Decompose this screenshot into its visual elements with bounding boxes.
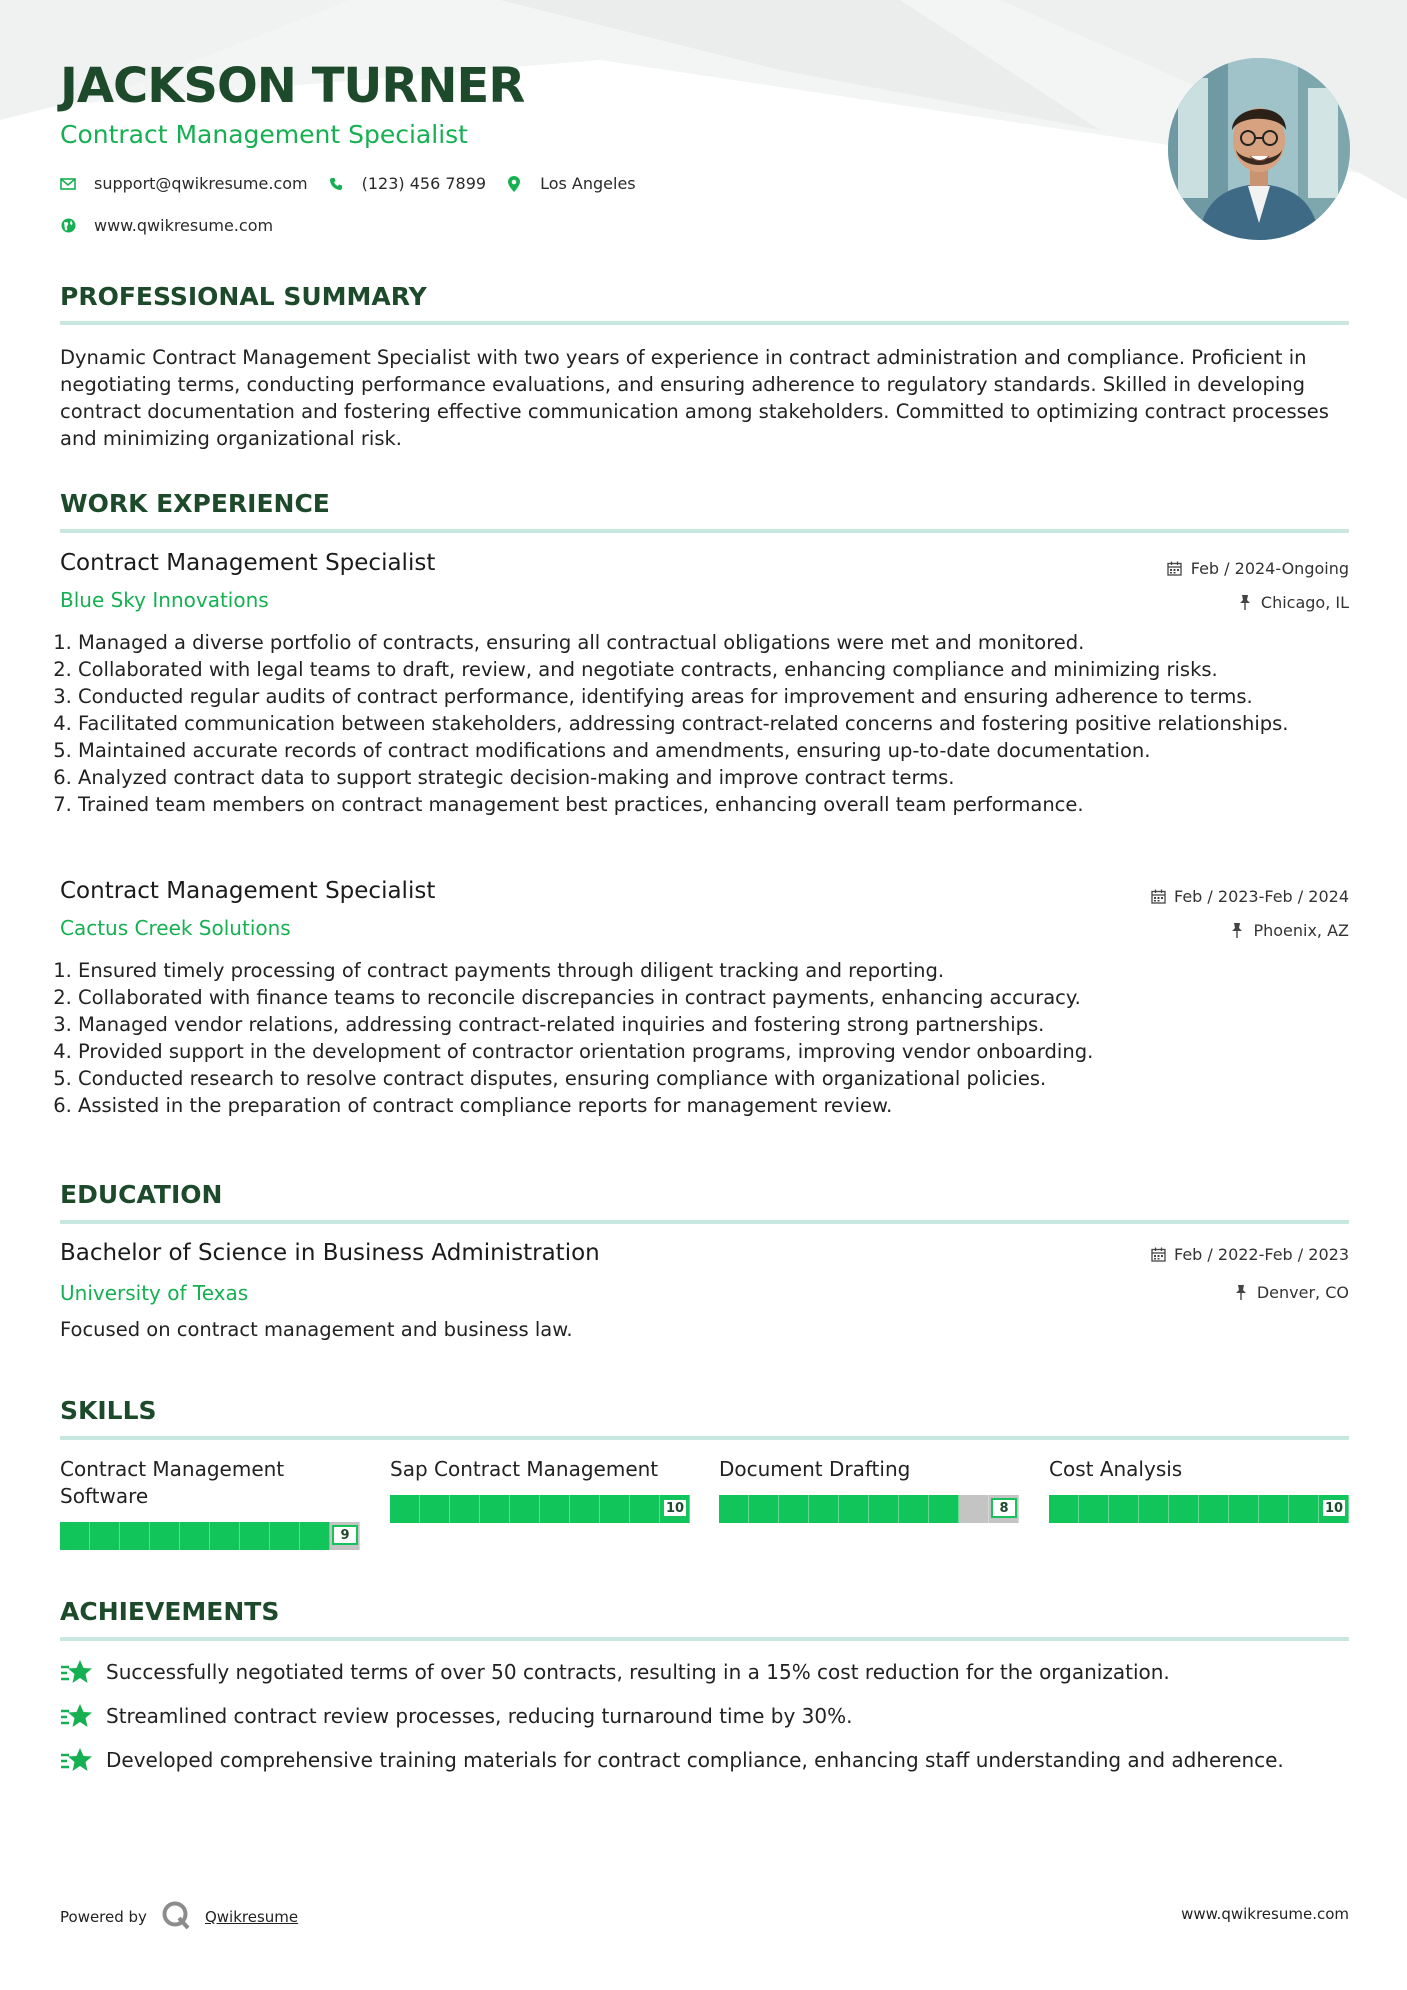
skill-item — [1049, 1456, 1349, 1516]
achievement-text: Developed comprehensive training materials for contract compliance, enhancing staff understanding and adherence. — [106, 1748, 1284, 1772]
section-divider — [60, 321, 1349, 325]
skill-level-badge: 8 — [991, 1498, 1017, 1518]
skill-bar-segment — [719, 1495, 749, 1523]
skill-name: Document Drafting — [719, 1457, 911, 1481]
skill-bar-segment — [60, 1522, 90, 1550]
list-item: 3. Conducted regular audits of contract performance, identifying areas for improvement and ensuring adherence to terms. — [78, 683, 1367, 710]
skill-name: Contract Management Software — [60, 1457, 285, 1508]
skill-name: Cost Analysis — [1049, 1457, 1183, 1481]
skill-bar-segment — [540, 1495, 570, 1523]
skill-bar-segment — [1109, 1495, 1139, 1523]
pushpin-icon — [1233, 1285, 1249, 1301]
contact-phone[interactable] — [328, 174, 486, 193]
skill-bar-segment — [630, 1495, 660, 1523]
list-item: 3. Managed vendor relations, addressing contract-related inquiries and fostering strong partnerships. — [78, 1011, 1367, 1038]
skill-bar-segment — [929, 1495, 959, 1523]
education-location — [1233, 1283, 1349, 1302]
job-dates-text: Feb / 2024-Ongoing — [1190, 559, 1349, 578]
job-location — [1237, 593, 1349, 612]
job-title: Contract Management Specialist — [60, 878, 436, 904]
skill-bar-segment — [180, 1522, 210, 1550]
skill-level-bar — [719, 1495, 1019, 1523]
skill-bar-segment — [600, 1495, 630, 1523]
skill-bar-segment — [1199, 1495, 1229, 1523]
skill-name: Sap Contract Management — [390, 1457, 659, 1481]
skill-bar-segment — [869, 1495, 899, 1523]
globe-icon — [60, 218, 76, 234]
school-name: University of Texas — [60, 1281, 249, 1305]
skill-item — [719, 1456, 1019, 1516]
job-title: Contract Management Specialist — [60, 550, 436, 576]
star-icon — [60, 1702, 94, 1730]
skill-bar-segment — [839, 1495, 869, 1523]
experience-heading: WORK EXPERIENCE — [60, 489, 330, 518]
education-description: Focused on contract management and business law. — [60, 1318, 573, 1341]
skill-bar-segment — [1229, 1495, 1259, 1523]
job-bullets — [60, 629, 1367, 818]
email-text: support@qwikresume.com — [94, 174, 308, 193]
phone-text: (123) 456 7899 — [361, 174, 487, 193]
list-item: 6. Assisted in the preparation of contract compliance reports for management review. — [78, 1092, 1367, 1119]
qwikresume-link[interactable]: Qwikresume — [204, 1908, 299, 1926]
contact-email[interactable] — [60, 174, 308, 193]
skill-bar-segment — [510, 1495, 540, 1523]
job-location-text: Chicago, IL — [1260, 593, 1349, 612]
list-item: 7. Trained team members on contract management best practices, enhancing overall team performance. — [78, 791, 1367, 818]
map-pin-icon — [506, 176, 522, 192]
skill-level-badge: 10 — [1321, 1498, 1347, 1518]
education-dates-text: Feb / 2022-Feb / 2023 — [1174, 1245, 1349, 1264]
skills-heading: SKILLS — [60, 1396, 157, 1425]
skill-bar-segment — [570, 1495, 600, 1523]
contact-row-1 — [60, 174, 656, 193]
skill-bar-segment — [210, 1522, 240, 1550]
skill-bar-segment — [899, 1495, 929, 1523]
education-dates — [1150, 1245, 1349, 1264]
skill-level-badge: 9 — [332, 1525, 358, 1545]
website-text: www.qwikresume.com — [94, 216, 274, 235]
list-item: 5. Maintained accurate records of contract modifications and amendments, ensuring up-to-date documentation. — [78, 737, 1367, 764]
skill-bar-segment — [1049, 1495, 1079, 1523]
footer-url[interactable]: www.qwikresume.com — [1181, 1905, 1349, 1923]
list-item: 2. Collaborated with legal teams to draft, review, and negotiate contracts, enhancing compliance and minimizing risks. — [78, 656, 1367, 683]
section-divider — [60, 1220, 1349, 1224]
skill-bar-segment — [450, 1495, 480, 1523]
skill-bar-segment — [809, 1495, 839, 1523]
list-item: 4. Facilitated communication between stakeholders, addressing contract-related concerns and fostering positive relationships. — [78, 710, 1367, 737]
skill-level-bar — [390, 1495, 690, 1523]
job-dates-text: Feb / 2023-Feb / 2024 — [1174, 887, 1349, 906]
skill-bar-segment — [90, 1522, 120, 1550]
section-divider — [60, 1436, 1349, 1440]
skill-bar-segment — [390, 1495, 420, 1523]
education-heading: EDUCATION — [60, 1180, 223, 1209]
skill-bar-segment — [959, 1495, 989, 1523]
achievements-heading: ACHIEVEMENTS — [60, 1597, 280, 1626]
list-item: 4. Provided support in the development of contractor orientation programs, improving vendor onboarding. — [78, 1038, 1367, 1065]
achievement-text: Successfully negotiated terms of over 50 contracts, resulting in a 15% cost reduction for the organization. — [106, 1660, 1170, 1684]
calendar-icon — [1167, 561, 1183, 577]
job-dates — [1150, 887, 1349, 906]
pushpin-icon — [1237, 595, 1253, 611]
list-item: 5. Conducted research to resolve contract disputes, ensuring compliance with organizational policies. — [78, 1065, 1367, 1092]
list-item: 1. Managed a diverse portfolio of contracts, ensuring all contractual obligations were met and monitored. — [78, 629, 1367, 656]
calendar-icon — [1150, 1247, 1166, 1263]
phone-icon — [328, 176, 344, 192]
star-icon — [60, 1746, 94, 1774]
list-item: 2. Collaborated with finance teams to reconcile discrepancies in contract payments, enhancing accuracy. — [78, 984, 1367, 1011]
candidate-title: Contract Management Specialist — [60, 120, 468, 149]
skill-bar-segment — [1289, 1495, 1319, 1523]
company-name: Blue Sky Innovations — [60, 588, 269, 612]
section-divider — [60, 529, 1349, 533]
skill-bar-segment — [1139, 1495, 1169, 1523]
summary-text: Dynamic Contract Management Specialist with two years of experience in contract administration and compliance. Proficient in negotiating terms, conducting performance evaluations, and ensuring adherence to regulatory standards. Skilled in developing contract documentation and fostering effective communication among stakeholders. Committed to optimizing contract processes and minimizing organizational risk. — [60, 346, 1329, 450]
skill-bar-segment — [150, 1522, 180, 1550]
job-location-text: Phoenix, AZ — [1253, 921, 1349, 940]
education-location-text: Denver, CO — [1256, 1283, 1349, 1302]
list-item: 6. Analyzed contract data to support strategic decision-making and improve contract terms. — [78, 764, 1367, 791]
skill-bar-segment — [480, 1495, 510, 1523]
achievement-item — [60, 1658, 1170, 1686]
job-location — [1229, 921, 1349, 940]
profile-photo — [1168, 58, 1350, 240]
degree-title: Bachelor of Science in Business Administration — [60, 1240, 600, 1266]
skill-bar-segment — [1169, 1495, 1199, 1523]
contact-row-2 — [60, 216, 293, 235]
envelope-icon — [60, 176, 76, 192]
company-name: Cactus Creek Solutions — [60, 916, 291, 940]
skill-bar-segment — [749, 1495, 779, 1523]
powered-by-label: Powered by — [60, 1908, 147, 1926]
qwikresume-logo-icon — [161, 1900, 191, 1934]
list-item: 1. Ensured timely processing of contract payments through diligent tracking and reporting. — [78, 957, 1367, 984]
skill-bar-segment — [300, 1522, 330, 1550]
calendar-icon — [1150, 889, 1166, 905]
skill-bar-segment — [1259, 1495, 1289, 1523]
skill-bar-segment — [120, 1522, 150, 1550]
pushpin-icon — [1229, 923, 1245, 939]
skill-bar-segment — [779, 1495, 809, 1523]
skill-item — [60, 1456, 360, 1543]
achievement-item — [60, 1746, 1284, 1774]
contact-location — [506, 174, 636, 193]
footer-powered-by — [60, 1900, 298, 1934]
location-text: Los Angeles — [540, 174, 636, 193]
job-dates — [1167, 559, 1349, 578]
skill-level-bar — [60, 1522, 360, 1550]
skill-bar-segment — [1079, 1495, 1109, 1523]
skill-bar-segment — [420, 1495, 450, 1523]
skill-level-badge: 10 — [662, 1498, 688, 1518]
job-bullets — [60, 957, 1367, 1119]
skill-bar-segment — [270, 1522, 300, 1550]
skill-item — [390, 1456, 690, 1516]
candidate-name: JACKSON TURNER — [60, 58, 525, 114]
skill-bar-segment — [240, 1522, 270, 1550]
achievement-text: Streamlined contract review processes, reducing turnaround time by 30%. — [106, 1704, 853, 1728]
skill-level-bar — [1049, 1495, 1349, 1523]
achievement-item — [60, 1702, 852, 1730]
section-divider — [60, 1637, 1349, 1641]
summary-heading: PROFESSIONAL SUMMARY — [60, 282, 427, 311]
contact-website[interactable] — [60, 216, 273, 235]
star-icon — [60, 1658, 94, 1686]
